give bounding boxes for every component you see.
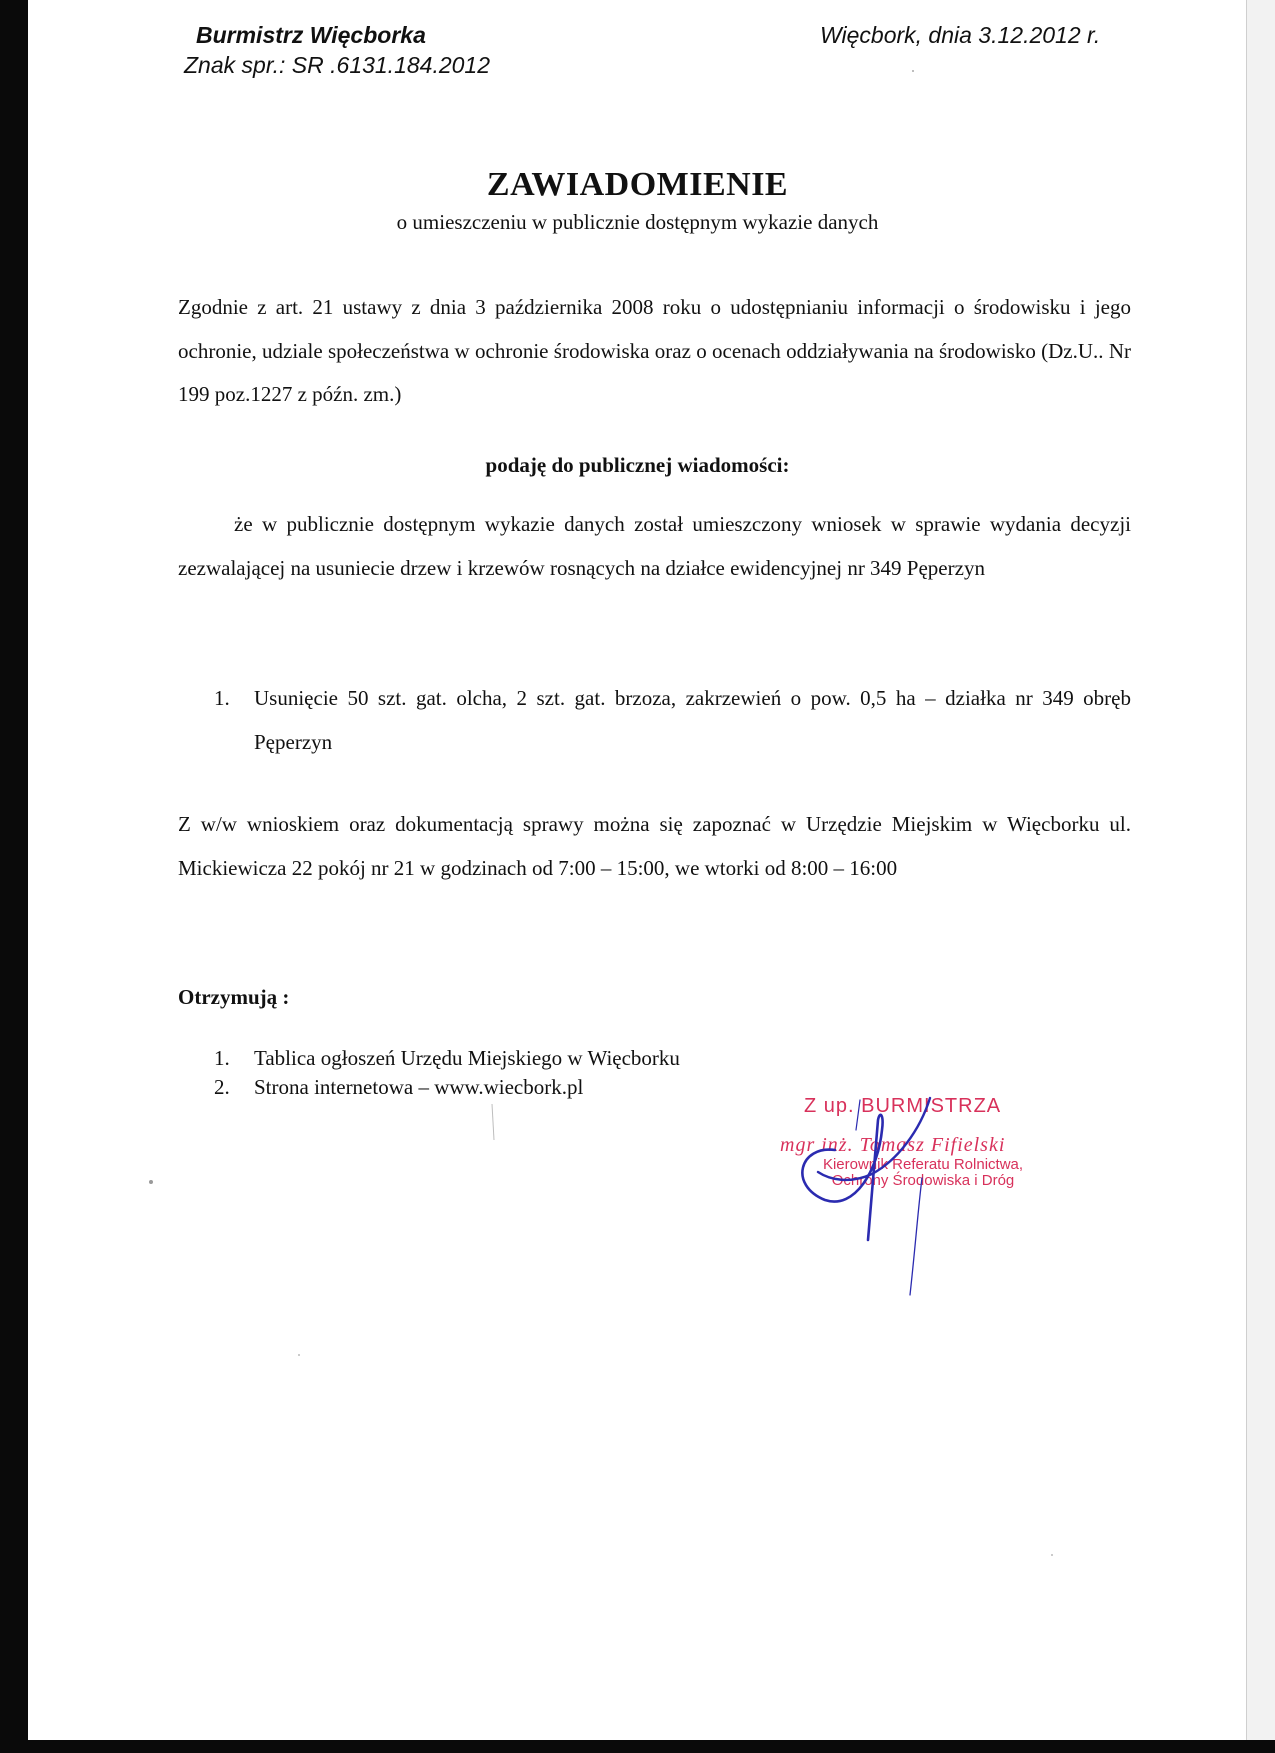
list-item-text: Strona internetowa – www.wiecbork.pl: [254, 1075, 584, 1099]
document-subtitle: o umieszczeniu w publicznie dostępnym wykazie danych: [396, 210, 879, 234]
recipients-list: [214, 1044, 1131, 1102]
list-item: [214, 676, 1131, 764]
list-item-number: 1.: [214, 686, 230, 710]
scan-edge-bottom: [0, 1740, 1275, 1753]
announcement-heading: podaję do publicznej wiadomości:: [485, 453, 790, 477]
list-item-text: Usunięcie 50 szt. gat. olcha, 2 szt. gat. brzoza, zakrzewień o pow. 0,5 ha – działka nr 349 obręb Pęperzyn: [254, 686, 1131, 754]
stamp-title: Z up. BURMISTRZA: [804, 1095, 1002, 1117]
place-and-date: Więcbork, dnia 3.12.2012 r.: [820, 22, 1101, 48]
case-reference: Znak spr.: SR .6131.184.2012: [184, 52, 491, 78]
list-item-text: Tablica ogłoszeń Urzędu Miejskiego w Więcborku: [254, 1046, 680, 1070]
scan-edge-right: [1246, 0, 1275, 1753]
inspection-info-paragraph: Z w/w wnioskiem oraz dokumentacją sprawy można się zapoznać w Urzędzie Miejskim w Więcborku ul. Mickiewicza 22 pokój nr 21 w godzinach od 7:00 – 15:00, we wtorki od 8:00 – 16:00: [178, 812, 1131, 880]
document-title: ZAWIADOMIENIE: [486, 166, 789, 203]
legal-basis-paragraph: Zgodnie z art. 21 ustawy z dnia 3 października 2008 roku o udostępnianiu informacji o środowisku i jego ochronie, udziale społeczeństwa w ochronie środowiska oraz o ocenach oddziaływania na środowisko (Dz.U.. Nr 199 poz.1227 z późn. zm.): [178, 295, 1131, 406]
handwritten-signature: [760, 1090, 960, 1310]
list-item-number: 2.: [214, 1075, 230, 1099]
stamp-position-line1: Kierownik Referatu Rolnictwa,: [822, 1156, 1024, 1173]
issuing-office: Burmistrz Więcborka: [196, 22, 426, 48]
announcement-paragraph: że w publicznie dostępnym wykazie danych został umieszczony wniosek w sprawie wydania decyzji zezwalającej na usuniecie drzew i krzewów rosnących na działce ewidencyjnej nr 349 Pęperzyn: [178, 512, 1131, 580]
measures-list: [214, 676, 1131, 764]
stamp-position-line2: Ochrony Środowiska i Dróg: [831, 1172, 1015, 1189]
recipients-label: Otrzymują :: [178, 985, 290, 1009]
list-item-number: 1.: [214, 1046, 230, 1070]
list-item: [214, 1044, 1131, 1073]
stamp-name: mgr inż. Tomasz Fifielski: [780, 1134, 1006, 1156]
